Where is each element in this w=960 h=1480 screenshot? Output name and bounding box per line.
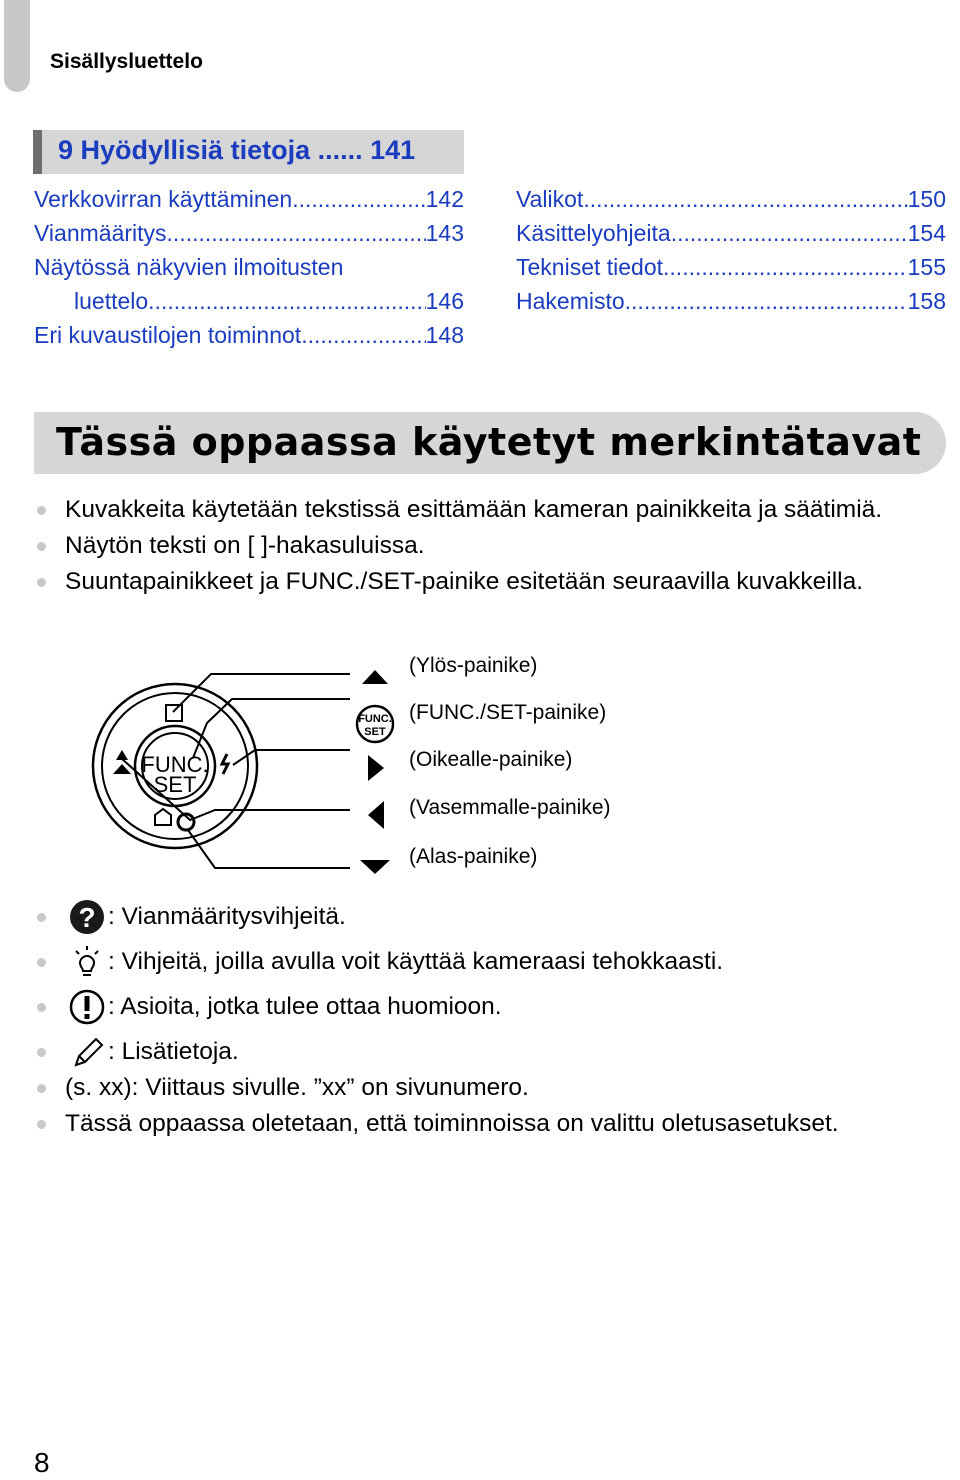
exclamation-icon bbox=[68, 988, 106, 1026]
list-item: Tässä oppaassa oletetaan, että toiminnoissa on valittu oletusasetukset. bbox=[34, 1108, 954, 1140]
dial-func-text: FUNC. bbox=[141, 752, 209, 777]
up-button-label: (Ylös-painike) bbox=[409, 654, 538, 677]
section-heading-band bbox=[34, 412, 946, 474]
conventions-list bbox=[34, 494, 954, 602]
legend-cautions: : Asioita, jotka tulee ottaa huomioon. bbox=[34, 987, 954, 1027]
up-arrow-icon bbox=[362, 670, 388, 684]
pencil-icon bbox=[68, 1033, 106, 1071]
toc-entry-specifications[interactable]: Tekniset tiedot ..... 155 bbox=[516, 250, 946, 284]
question-icon bbox=[68, 898, 106, 936]
legend-troubleshooting-tips: ? : Vianmääritysvihjeitä. bbox=[34, 897, 954, 937]
page-tab-marker bbox=[4, 0, 30, 92]
toc-entry-index[interactable]: Hakemisto ..... 158 bbox=[516, 284, 946, 318]
chapter-title-link[interactable]: 9 Hyödyllisiä tietoja ...... 141 bbox=[58, 135, 416, 165]
svg-text:SET: SET bbox=[364, 726, 386, 738]
legend-additional-info: : Lisätietoja. bbox=[34, 1032, 954, 1072]
toc-entry-menus[interactable]: Valikot ..... 150 bbox=[516, 182, 946, 216]
right-button-label: (Oikealle-painike) bbox=[409, 748, 573, 771]
toc-right-column bbox=[516, 182, 946, 318]
running-head: Sisällysluettelo bbox=[50, 50, 203, 73]
page-number: 8 bbox=[34, 1447, 50, 1478]
exposure-icon bbox=[166, 705, 182, 721]
toc-entry-troubleshooting[interactable]: Vianmääritys ..... 143 bbox=[34, 216, 464, 250]
down-arrow-icon bbox=[360, 860, 390, 874]
right-arrow-icon bbox=[368, 755, 384, 781]
func-set-button-label: (FUNC./SET-painike) bbox=[409, 701, 607, 724]
lightbulb-icon bbox=[68, 943, 106, 981]
control-dial-diagram bbox=[0, 640, 960, 890]
list-item: Kuvakkeita käytetään tekstissä esittämään kameran painikkeita ja säätimiä. bbox=[34, 494, 954, 526]
erase-icon bbox=[155, 809, 171, 825]
dial-set-text: SET bbox=[153, 772, 197, 797]
list-item: Näytön teksti on [ ]-hakasuluissa. bbox=[34, 530, 954, 562]
toc-entry-ac-power[interactable]: Verkkovirran käyttäminen ..... 142 bbox=[34, 182, 464, 216]
toc-entry-messages-line2[interactable]: luettelo ..... 146 bbox=[34, 284, 464, 318]
left-button-label: (Vasemmalle-painike) bbox=[409, 796, 611, 819]
svg-text:FUNC.: FUNC. bbox=[358, 713, 392, 725]
toc-left-column bbox=[34, 182, 464, 352]
legend-tips: : Vihjeitä, joilla avulla voit käyttää kameraasi tehokkaasti. bbox=[34, 942, 954, 982]
svg-text:?: ? bbox=[78, 902, 96, 933]
left-arrow-icon bbox=[368, 801, 384, 829]
down-button-label: (Alas-painike) bbox=[409, 845, 538, 868]
list-item: Suuntapainikkeet ja FUNC./SET-painike esitetään seuraavilla kuvakkeilla. bbox=[34, 566, 954, 598]
toc-entry-shooting-modes[interactable]: Eri kuvaustilojen toiminnot ..... 148 bbox=[34, 318, 464, 352]
list-item: (s. xx): Viittaus sivulle. ”xx” on sivunumero. bbox=[34, 1072, 954, 1104]
toc-entry-handling[interactable]: Käsittelyohjeita ..... 154 bbox=[516, 216, 946, 250]
chapter-heading bbox=[33, 130, 464, 174]
toc-entry-messages-line1[interactable]: Näytössä näkyvien ilmoitusten bbox=[34, 254, 344, 280]
section-title: Tässä oppaassa käytetyt merkintätavat bbox=[56, 420, 922, 464]
flash-icon bbox=[222, 754, 228, 774]
notes-list bbox=[34, 1072, 954, 1144]
